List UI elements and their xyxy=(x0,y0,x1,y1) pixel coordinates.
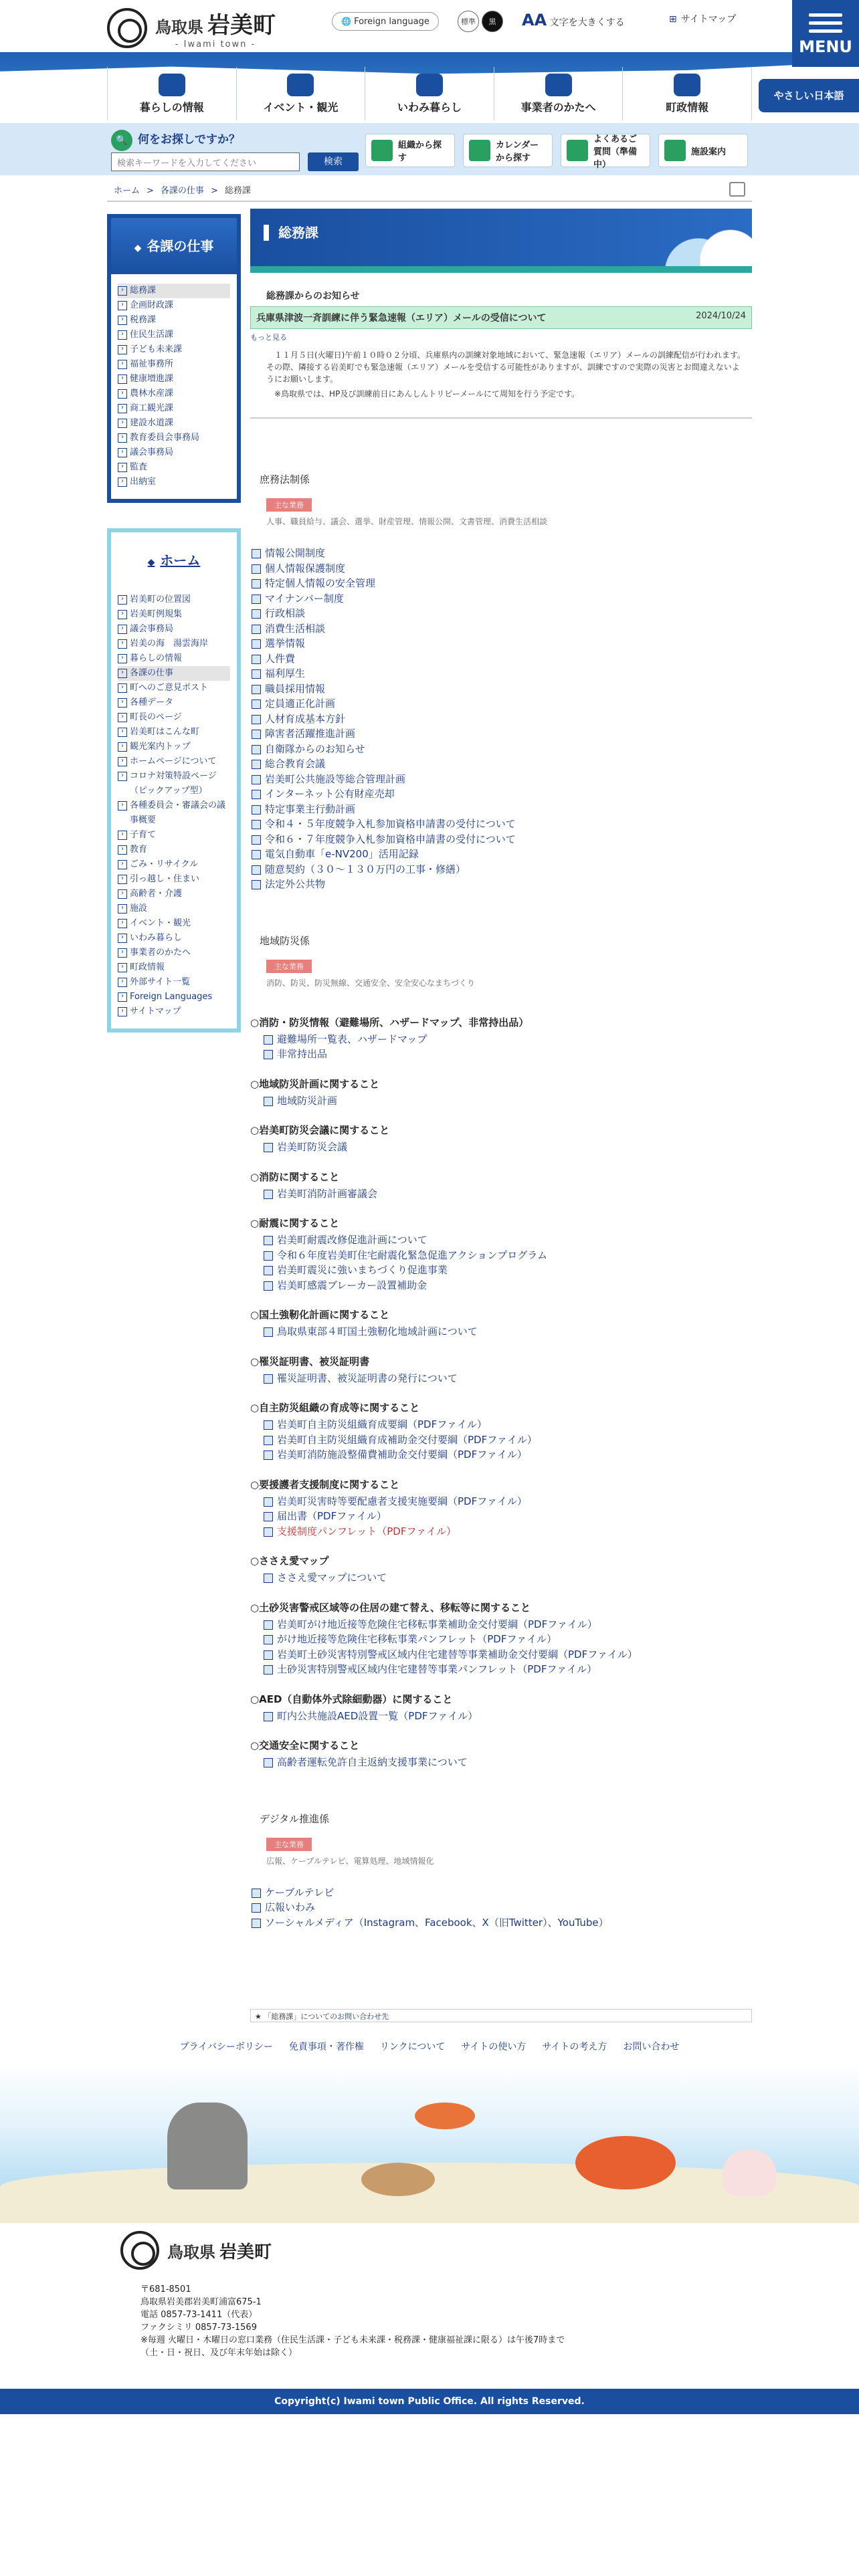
list-item[interactable]: 高齢者運転免許自主返納支援事業について xyxy=(250,1755,752,1770)
print-icon[interactable] xyxy=(729,182,745,197)
breadcrumb-home[interactable]: ホーム xyxy=(114,186,140,196)
sidebar-departments xyxy=(107,214,241,503)
list-item[interactable]: 特定事業主行動計画 xyxy=(250,802,752,817)
footer-address: 〒681-8501 鳥取県岩美郡岩美町浦富675-1 電話 0857-73-1411（代表） ファクシミリ 0857-73-1569 ※毎週 火曜日・木曜日の窓口業務（住民生活課・子ども未来課・税務課・健康福祉課に限る）は午後7時まで （土・日・祝日、及び年末年始は除く） xyxy=(140,2284,565,2358)
sidebar-item[interactable]: › 各種委員会・審議会の議事概要 xyxy=(118,798,230,828)
logo-title: 鳥取県 岩美町 xyxy=(155,12,276,39)
logo-subtitle: - Iwami town - xyxy=(175,39,256,49)
color-standard-button[interactable]: 標準 xyxy=(458,11,479,32)
list-item[interactable]: 岩美町自主防災組織育成要綱（PDFファイル） xyxy=(250,1417,752,1432)
sidebar-item[interactable]: › 引っ越し・住まい xyxy=(118,872,230,887)
list-item[interactable]: 令和６年度岩美町住宅耐震化緊急促進アクションプログラム xyxy=(250,1248,752,1263)
list-item[interactable]: 岩美町震災に強いまちづくり促進事業 xyxy=(250,1263,752,1278)
facility-icon xyxy=(664,140,686,161)
group-heading: ○AED（自動体外式除細動器）に関すること xyxy=(250,1693,453,1705)
tag-description: 広報、ケーブルテレビ、電算処理、地域情報化 xyxy=(266,1856,434,1866)
gnav-living[interactable]: 暮らしの情報 xyxy=(107,67,237,120)
sidebar-item[interactable]: › サイトマップ xyxy=(118,1004,230,1019)
search-question: 🔍 何をお探しですか？ xyxy=(111,130,240,151)
rock-island-icon xyxy=(167,2103,248,2189)
camera-icon xyxy=(287,74,314,96)
calendar-icon xyxy=(469,140,490,161)
footer-link[interactable]: プライバシーポリシー xyxy=(179,2042,273,2052)
list-item[interactable]: 支援制度パンフレット（PDFファイル） xyxy=(250,1524,752,1539)
list-item[interactable]: 法定外公共物 xyxy=(250,877,752,892)
section-general-affairs xyxy=(250,472,752,892)
section-title: デジタル推進係 xyxy=(260,1812,330,1825)
sidebar-item[interactable]: › 町政情報 xyxy=(118,960,230,975)
group-heading: ○罹災証明書、被災証明書 xyxy=(250,1355,370,1368)
quick-org-button[interactable]: 組織から探す xyxy=(365,134,455,167)
list-item[interactable]: 土砂災害特別警戒区域内住宅建替等事業パンフレット（PDFファイル） xyxy=(250,1662,752,1677)
notice-item[interactable]: 兵庫県津波一斉訓練に伴う緊急速報（エリア）メールの受信について 2024/10/24 xyxy=(250,306,752,329)
contact-link[interactable]: お問い合わせ先 xyxy=(337,2012,389,2021)
flatfish-icon xyxy=(361,2163,435,2196)
list-item[interactable]: 届出書（PDFファイル） xyxy=(250,1509,752,1524)
footer-link[interactable]: サイトの考え方 xyxy=(542,2042,607,2052)
list-item[interactable]: 人材育成基本方針 xyxy=(250,712,752,727)
sidebar-item[interactable]: › 観光案内トップ xyxy=(118,740,230,754)
list-item[interactable]: 総合教育会議 xyxy=(250,756,752,772)
sidebar-item[interactable]: › 子ども未来課 xyxy=(118,342,230,357)
divider xyxy=(107,201,752,202)
list-item[interactable]: ソーシャルメディア（Instagram、Facebook、X（旧Twitter）、YouTube） xyxy=(250,1915,752,1931)
notice-date: 2024/10/24 xyxy=(696,311,746,321)
footer-info xyxy=(0,2231,859,2391)
sidebar-item[interactable]: › 教育委員会事務局 xyxy=(118,431,230,445)
group-heading: ○消防に関すること xyxy=(250,1170,340,1183)
sidebar-item[interactable]: › 監査 xyxy=(118,460,230,475)
building-icon xyxy=(674,74,700,96)
contact-box: ★ 「総務課」についてのお問い合わせ先 xyxy=(250,2009,752,2022)
gnav-events[interactable]: イベント・観光 xyxy=(237,67,366,120)
list-item[interactable]: 電気自動車「e-NV200」活用記録 xyxy=(250,847,752,862)
tag-description: 消防、防災、防災無線、交通安全、安全安心なまちづくり xyxy=(266,978,475,988)
sidebar-item[interactable]: › ホームページについて xyxy=(118,754,230,769)
list-item[interactable]: 非常持出品 xyxy=(250,1047,752,1062)
list-item[interactable]: 消費生活相談 xyxy=(250,621,752,637)
town-seal-icon xyxy=(120,2231,159,2270)
group-heading: ○自主防災組織の育成等に関すること xyxy=(250,1402,420,1414)
search-button[interactable]: 検索 xyxy=(308,152,359,171)
crab-icon xyxy=(575,2136,676,2189)
list-item[interactable]: 職員採用情報 xyxy=(250,681,752,697)
main-content xyxy=(250,209,752,1930)
footer-link[interactable]: サイトの使い方 xyxy=(461,2042,527,2052)
list-item[interactable]: 定員適正化計画 xyxy=(250,696,752,712)
list-item[interactable]: インターネット公有財産売却 xyxy=(250,786,752,802)
list-item[interactable]: 岩美町防災会議 xyxy=(250,1140,752,1155)
list-item[interactable]: 避難場所一覧表、ハザードマップ xyxy=(250,1032,752,1047)
people-icon xyxy=(159,74,185,96)
group-heading: ○地域防災計画に関すること xyxy=(250,1077,380,1090)
list-item[interactable]: 罹災証明書、被災証明書の発行について xyxy=(250,1371,752,1386)
sidebar-item[interactable]: › 暮らしの情報 xyxy=(118,651,230,666)
sidebar-item[interactable]: › 商工観光課 xyxy=(118,401,230,416)
tag-badge: 主な業務 xyxy=(266,498,312,512)
group-heading: ○岩美町防災会議に関すること xyxy=(250,1124,390,1136)
tag-description: 人事、職員給与、議会、選挙、財産管理、情報公開、文書管理、消費生活相談 xyxy=(266,517,548,526)
list-item[interactable]: 地域防災計画 xyxy=(250,1093,752,1109)
notice-heading: 総務課からのお知らせ xyxy=(266,291,360,302)
breadcrumb-current: 総務課 xyxy=(224,186,251,196)
sidebar-item[interactable]: › コロナ対策特設ページ（ピックアップ型） xyxy=(118,769,230,798)
list-item[interactable]: 広報いわみ xyxy=(250,1900,752,1915)
sidebar-item[interactable]: › 税務課 xyxy=(118,313,230,328)
list-item[interactable]: 岩美町消防計画審議会 xyxy=(250,1186,752,1202)
section-title: 庶務法制係 xyxy=(260,473,310,486)
divider xyxy=(250,417,752,419)
list-item[interactable]: マイナンバー制度 xyxy=(250,591,752,607)
list-item[interactable]: 町内公共施設AED設置一覧（PDFファイル） xyxy=(250,1709,752,1724)
faq-icon xyxy=(567,140,588,161)
list-item[interactable]: 行政相談 xyxy=(250,606,752,621)
sidebar-item[interactable]: › 町へのご意見ポスト xyxy=(118,681,230,695)
notice-body: １１月５日(火曜日)午前１０時０２分頃、兵庫県内の訓練対象地域において、緊急速報（エリア）メールの訓練配信が行われます。その際、隣接する岩美町でも緊急速報（エリア）メールを受信する可能性がありますが、訓練ですので実際の災害とお間違えないようにお願いします。 ※鳥取県では、HP及び訓練前日にあんしんトリピーメールにて周知を行う予定です。 xyxy=(266,350,745,399)
group-heading: ○国土強靭化計画に関すること xyxy=(250,1309,390,1321)
sidebar-item[interactable]: › 岩美町はこんな町 xyxy=(118,725,230,740)
sidebar-home xyxy=(107,528,241,1033)
sidebar-item[interactable]: › 外部サイト一覧 xyxy=(118,975,230,990)
list-item[interactable]: 岩美町災害時等要配慮者支援実施要綱（PDFファイル） xyxy=(250,1494,752,1509)
font-size-icon: AA xyxy=(522,11,547,29)
wave-illustration xyxy=(645,209,752,266)
footer-link[interactable]: リンクについて xyxy=(379,2042,446,2052)
quick-calendar-button[interactable]: カレンダーから探す xyxy=(463,134,553,167)
sidebar-item[interactable]: › 岩美の海 湯雲海岸 xyxy=(118,637,230,651)
color-black-button[interactable]: 黒 xyxy=(482,11,503,32)
sidebar-item[interactable]: › 総務課 xyxy=(118,284,230,298)
sidebar-item[interactable]: › 議会事務局 xyxy=(118,445,230,460)
house-icon xyxy=(416,74,443,96)
section-title: 地域防災係 xyxy=(260,934,310,947)
gnav-iwami-life[interactable]: いわみ暮らし xyxy=(365,67,494,120)
sidebar-item[interactable]: › 岩美町の位置図 xyxy=(118,593,230,607)
search-input[interactable]: 検索キーワードを入力してください xyxy=(111,152,300,171)
sidebar-departments-title: ◆ 各課の仕事 xyxy=(111,218,237,274)
list-item[interactable]: 情報公開制度 xyxy=(250,546,752,561)
sidebar-item[interactable]: › ごみ・リサイクル xyxy=(118,857,230,872)
list-item[interactable]: 岩美町公共施設等総合管理計画 xyxy=(250,772,752,787)
gnav-town-info[interactable]: 町政情報 xyxy=(623,67,752,120)
group-heading: ○要援護者支援制度に関すること xyxy=(250,1478,400,1491)
sidebar-item[interactable]: › イベント・観光 xyxy=(118,916,230,931)
quick-facility-button[interactable]: 施設案内 xyxy=(658,134,748,167)
org-icon xyxy=(371,140,393,161)
easy-japanese-button[interactable]: やさしい日本語 xyxy=(759,79,859,112)
footer-logo: 鳥取県 岩美町 xyxy=(120,2231,272,2270)
list-item[interactable]: 岩美町がけ地近接等危険住宅移転事業補助金交付要綱（PDFファイル） xyxy=(250,1617,752,1632)
sidebar-item[interactable]: › 各課の仕事 xyxy=(118,666,230,681)
sidebar-item[interactable]: › 各種データ xyxy=(118,695,230,710)
list-item[interactable]: ささえ愛マップについて xyxy=(250,1570,752,1586)
group-heading: ○交通安全に関すること xyxy=(250,1739,360,1751)
site-header xyxy=(0,0,859,52)
sidebar-item[interactable]: › いわみ暮らし xyxy=(118,931,230,946)
footer-illustration xyxy=(0,2062,859,2223)
footer-links xyxy=(0,2040,859,2053)
footer-link[interactable]: お問い合わせ xyxy=(623,2042,680,2052)
sidebar-item[interactable]: › 企画財政課 xyxy=(118,298,230,313)
sidebar-item[interactable]: › 農林水産課 xyxy=(118,387,230,401)
list-item[interactable]: 岩美町耐震改修促進計画について xyxy=(250,1232,752,1248)
town-seal-icon xyxy=(107,8,147,48)
sidebar-item[interactable]: › 教育 xyxy=(118,843,230,857)
quick-faq-button[interactable]: よくあるご質問（準備中） xyxy=(561,134,650,167)
sidebar-item[interactable]: › 住民生活課 xyxy=(118,328,230,342)
list-item[interactable]: 障害者活躍推進計画 xyxy=(250,726,752,742)
font-size-button[interactable]: AA 文字を大きくする xyxy=(522,11,625,29)
group-heading: ○土砂災害警戒区域等の住居の建て替え、移転等に関すること xyxy=(250,1601,531,1614)
page-title: 総務課 xyxy=(250,209,752,266)
sidebar-item[interactable]: › 子育て xyxy=(118,828,230,843)
notice-more-link[interactable]: もっと見る xyxy=(250,333,287,342)
list-item[interactable]: 福利厚生 xyxy=(250,666,752,681)
list-item[interactable]: 岩美町感震ブレーカー設置補助金 xyxy=(250,1278,752,1293)
group-heading: ○耐震に関すること xyxy=(250,1217,340,1229)
list-item[interactable]: 令和６・７年度競争入札参加資格申請書の受付について xyxy=(250,832,752,847)
footer-link[interactable]: 免責事項・著作権 xyxy=(288,2042,364,2052)
group-heading: ○消防・防災情報（避難場所、ハザードマップ、非常持出品） xyxy=(250,1016,529,1029)
list-item[interactable]: 個人情報保護制度 xyxy=(250,561,752,576)
sidebar-home-title[interactable]: ◆ ホーム xyxy=(111,532,237,588)
sitemap-link[interactable]: ⊞ サイトマップ xyxy=(669,12,736,25)
list-item[interactable]: がけ地近接等危険住宅移転事業パンフレット（PDFファイル） xyxy=(250,1632,752,1647)
gnav-business[interactable]: 事業者のかたへ xyxy=(494,67,624,120)
list-item[interactable]: 選挙情報 xyxy=(250,636,752,651)
sidebar-item[interactable]: › Foreign Languages xyxy=(118,990,230,1004)
list-item[interactable]: 自衛隊からのお知らせ xyxy=(250,742,752,757)
sidebar-item[interactable]: › 健康増進課 xyxy=(118,372,230,387)
tag-badge: 主な業務 xyxy=(266,960,312,973)
copyright: Copyright(c) Iwami town Public Office. All rights Reserved. xyxy=(0,2389,859,2414)
list-item[interactable]: 人件費 xyxy=(250,651,752,667)
sidebar-item[interactable]: › 福祉事務所 xyxy=(118,357,230,372)
menu-button[interactable]: MENU xyxy=(792,0,859,67)
sidebar-item[interactable]: › 岩美町例規集 xyxy=(118,607,230,622)
list-item[interactable]: 令和４・５年度競争入札参加資格申請書の受付について xyxy=(250,817,752,832)
sidebar-item[interactable]: › 議会事務局 xyxy=(118,622,230,637)
sidebar-item[interactable]: › 事業者のかたへ xyxy=(118,946,230,960)
shell-icon xyxy=(723,2149,776,2196)
sidebar-item[interactable]: › 町長のページ xyxy=(118,710,230,725)
section-disaster xyxy=(250,934,752,1770)
global-nav xyxy=(107,67,752,120)
list-item[interactable]: 岩美町自主防災組織育成補助金交付要綱（PDFファイル） xyxy=(250,1432,752,1448)
sidebar-item[interactable]: › 建設水道課 xyxy=(118,416,230,431)
notice-section xyxy=(250,289,752,419)
list-item[interactable]: 岩美町消防施設整備費補助金交付要綱（PDFファイル） xyxy=(250,1447,752,1463)
site-logo[interactable] xyxy=(107,7,276,49)
breadcrumb-parent[interactable]: 各課の仕事 xyxy=(160,186,204,196)
list-item[interactable]: 鳥取県東部４町国土強靭化地域計画について xyxy=(250,1324,752,1339)
list-item[interactable]: 岩美町土砂災害特別警戒区域内住宅建替等事業補助金交付要綱（PDFファイル） xyxy=(250,1647,752,1662)
foreign-language-button[interactable]: 🌐 Foreign language xyxy=(332,12,439,31)
tag-badge: 主な業務 xyxy=(266,1838,312,1851)
list-item[interactable]: ケーブルテレビ xyxy=(250,1885,752,1901)
group-heading: ○ささえ愛マップ xyxy=(250,1555,329,1567)
person-icon xyxy=(545,74,572,96)
sidebar-item[interactable]: › 高齢者・介護 xyxy=(118,887,230,901)
breadcrumb: ホーム > 各課の仕事 > 総務課 xyxy=(114,186,251,196)
shrimp-icon xyxy=(415,2103,475,2129)
section-digital xyxy=(250,1812,752,1931)
list-item[interactable]: 特定個人情報の安全管理 xyxy=(250,576,752,591)
sidebar-item[interactable]: › 出納室 xyxy=(118,475,230,490)
list-item[interactable]: 随意契約（３０～１３０万円の工事・修繕） xyxy=(250,862,752,877)
hamburger-icon xyxy=(809,13,842,33)
sidebar-item[interactable]: › 施設 xyxy=(118,901,230,916)
